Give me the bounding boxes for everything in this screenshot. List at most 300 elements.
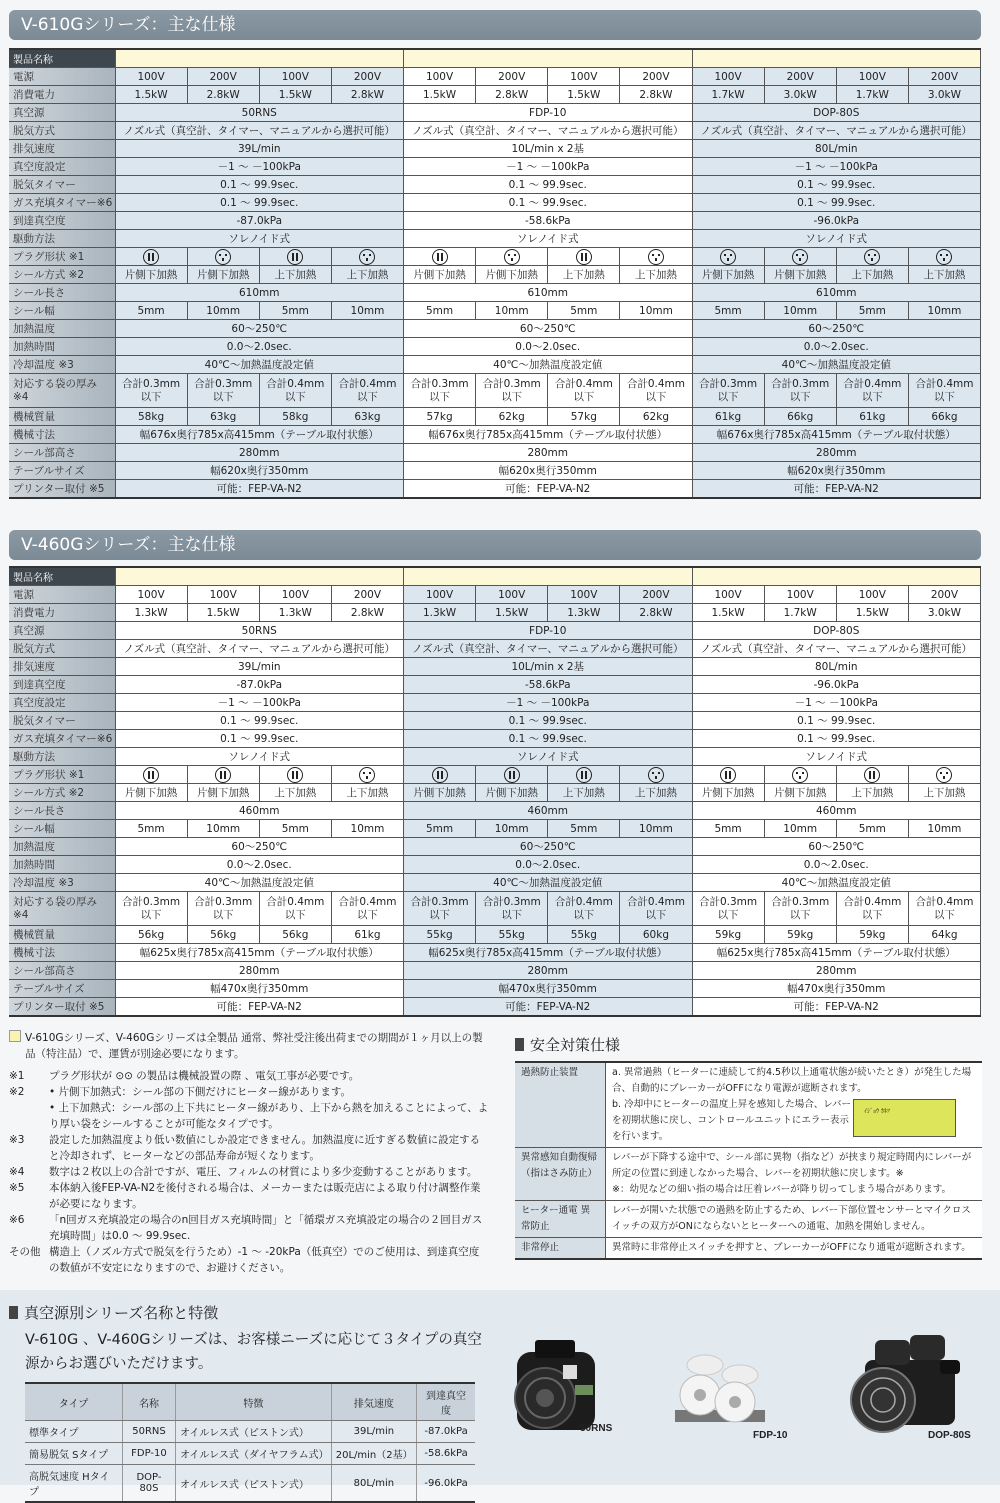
spec-cell: 100V — [692, 586, 764, 604]
v610-spec-table — [9, 48, 981, 499]
spec-row-printer — [9, 480, 981, 499]
spec-cell: 58kg — [115, 408, 187, 426]
pump-dop80s-image — [845, 1330, 965, 1440]
spec-cell: 2.8kW — [331, 604, 403, 622]
vacuum-table-row — [25, 1443, 475, 1465]
column-header: 名称 — [123, 1383, 176, 1421]
row-label: 排気速度 — [9, 658, 115, 676]
vacuum-cell: オイルレス式（ダイヤフラム式） — [175, 1443, 331, 1465]
footnotes — [9, 1030, 489, 1276]
spec-cell: 200V — [620, 586, 692, 604]
spec-row-ultimate — [9, 676, 981, 694]
spec-cell: 合計0.3mm 以下 — [115, 892, 187, 926]
spec-group-cell: 幅470x奥行350mm — [115, 980, 404, 998]
spec-cell: 62kg — [476, 408, 548, 426]
spec-group-cell: 40℃～加熱温度設定値 — [404, 356, 693, 374]
spec-group-cell: －1 ～ －100kPa — [692, 158, 981, 176]
spec-cell: 上下加熱 — [331, 266, 403, 284]
spec-cell: 片側下加熱 — [404, 266, 476, 284]
pump-50rns-label: 50RNS — [580, 1423, 613, 1434]
row-label: 冷却温度 ※3 — [9, 874, 115, 892]
spec-group-cell: 幅625x奥行785x高415mm（テーブル取付状態） — [404, 944, 693, 962]
row-label: 到達真空度 — [9, 676, 115, 694]
plug-cell — [187, 248, 259, 266]
spec-group-cell: 可能：FEP-VA-N2 — [115, 998, 404, 1017]
vacuum-cell: -58.6kPa — [417, 1443, 475, 1465]
spec-row-dims — [9, 426, 981, 444]
spec-group-cell: ノズル式（真空計、タイマー、マニュアルから選択可能） — [115, 122, 404, 140]
spec-cell: 片側下加熱 — [187, 784, 259, 802]
spec-cell: 上下加熱 — [908, 784, 980, 802]
spec-cell: 合計0.3mm 以下 — [764, 374, 836, 408]
spec-group-cell: 40℃～加熱温度設定値 — [404, 874, 693, 892]
vacuum-table-row — [25, 1465, 475, 1503]
spec-cell: 59kg — [764, 926, 836, 944]
spec-group-cell: 60～250℃ — [115, 838, 404, 856]
spec-group-cell: 幅676x奥行785x高415mm（テーブル取付状態） — [115, 426, 404, 444]
spec-cell: 200V — [908, 68, 980, 86]
row-label: 対応する袋の厚み ※4 — [9, 374, 115, 408]
spec-group-cell: 40℃～加熱温度設定値 — [115, 874, 404, 892]
spec-group-cell: 39L/min — [115, 140, 404, 158]
spec-cell: 5mm — [115, 820, 187, 838]
spec-group-cell — [115, 567, 404, 586]
spec-cell: 10mm — [764, 820, 836, 838]
spec-cell: 5mm — [259, 820, 331, 838]
spec-cell: 200V — [187, 68, 259, 86]
spec-group-cell: 0.1 ～ 99.9sec. — [404, 712, 693, 730]
plug-cell — [836, 248, 908, 266]
plug-cell — [187, 766, 259, 784]
spec-group-cell: 60～250℃ — [692, 320, 981, 338]
spec-cell: 片側下加熱 — [476, 784, 548, 802]
parallel-plug-icon — [432, 767, 448, 783]
plug-cell — [548, 248, 620, 266]
spec-cell: 55kg — [548, 926, 620, 944]
spec-row-heat-time — [9, 338, 981, 356]
spec-cell: 合計0.3mm 以下 — [476, 892, 548, 926]
vacuum-description: V-610G 、V-460Gシリーズは、お客様ニーズに応じて３タイプの真空源からお選びいただけます。 — [25, 1332, 482, 1372]
spec-cell: 1.5kW — [404, 86, 476, 104]
spec-group-cell: 610mm — [692, 284, 981, 302]
spec-cell: 1.5kW — [692, 604, 764, 622]
spec-cell: 3.0kW — [908, 604, 980, 622]
spec-group-cell: ノズル式（真空計、タイマー、マニュアルから選択可能） — [115, 640, 404, 658]
spec-cell: 上下加熱 — [620, 266, 692, 284]
row-label: 対応する袋の厚み ※4 — [9, 892, 115, 926]
spec-group-cell: 幅676x奥行785x高415mm（テーブル取付状態） — [692, 426, 981, 444]
spec-cell: 合計0.4mm 以下 — [548, 374, 620, 408]
spec-group-cell: 10L/min x 2基 — [404, 140, 693, 158]
lcd-error-display: ｲｼﾞｮｳ ｶﾈﾂ — [853, 1099, 956, 1137]
spec-group-cell: 可能：FEP-VA-N2 — [692, 480, 981, 499]
vacuum-cell: FDP-10 — [123, 1443, 176, 1465]
spec-group-cell: 280mm — [404, 444, 693, 462]
spec-group-cell: 610mm — [115, 284, 404, 302]
row-label: 加熱時間 — [9, 856, 115, 874]
spec-cell: 合計0.4mm 以下 — [331, 892, 403, 926]
safety-section-title: 安全対策仕様 — [515, 1034, 620, 1055]
vacuum-cell: 高脱気速度 Hタイプ — [25, 1465, 123, 1503]
spec-group-cell: 40℃～加熱温度設定値 — [115, 356, 404, 374]
three-pin-plug-icon — [648, 249, 664, 265]
spec-row-printer — [9, 998, 981, 1017]
spec-group-cell: 0.1 ～ 99.9sec. — [692, 712, 981, 730]
spec-row-plug — [9, 766, 981, 784]
plug-cell — [331, 766, 403, 784]
three-pin-plug-icon — [792, 767, 808, 783]
spec-cell: 10mm — [620, 820, 692, 838]
spec-cell: 1.5kW — [187, 604, 259, 622]
parallel-plug-icon — [143, 767, 159, 783]
spec-group-cell — [404, 567, 693, 586]
spec-cell: 100V — [836, 586, 908, 604]
spec-group-cell: ソレノイド式 — [692, 230, 981, 248]
spec-group-cell: 0.1 ～ 99.9sec. — [115, 194, 404, 212]
spec-group-cell: 可能：FEP-VA-N2 — [692, 998, 981, 1017]
plug-cell — [259, 248, 331, 266]
spec-group-cell — [115, 49, 404, 68]
spec-row-drive — [9, 748, 981, 766]
spec-cell: 合計0.3mm 以下 — [404, 374, 476, 408]
spec-group-cell: 0.1 ～ 99.9sec. — [115, 712, 404, 730]
plug-cell — [908, 248, 980, 266]
row-label: シール部高さ — [9, 962, 115, 980]
spec-cell: 61kg — [331, 926, 403, 944]
spec-cell: 上下加熱 — [836, 784, 908, 802]
plug-cell — [836, 766, 908, 784]
spec-cell: 1.5kW — [115, 86, 187, 104]
spec-group-cell: 可能：FEP-VA-N2 — [115, 480, 404, 499]
spec-cell: 片側下加熱 — [187, 266, 259, 284]
spec-cell: 5mm — [836, 820, 908, 838]
row-label: 真空源 — [9, 104, 115, 122]
spec-group-cell: ノズル式（真空計、タイマー、マニュアルから選択可能） — [692, 640, 981, 658]
safety-table — [515, 1061, 982, 1260]
spec-row-table-size — [9, 980, 981, 998]
spec-row-consumption — [9, 604, 981, 622]
spec-row-degas — [9, 122, 981, 140]
plug-cell — [764, 766, 836, 784]
spec-row-cool-temp — [9, 356, 981, 374]
spec-cell: 1.5kW — [548, 86, 620, 104]
spec-cell: 1.3kW — [548, 604, 620, 622]
spec-row-seal-width — [9, 302, 981, 320]
row-label: 消費電力 — [9, 604, 115, 622]
spec-group-cell: 610mm — [404, 284, 693, 302]
spec-cell: 10mm — [476, 820, 548, 838]
spec-cell: 59kg — [692, 926, 764, 944]
spec-row-gas-timer — [9, 730, 981, 748]
spec-row-power — [9, 68, 981, 86]
spec-group-cell: 280mm — [404, 962, 693, 980]
plug-cell — [404, 248, 476, 266]
v460-section-title: V-460Gシリーズ：主な仕様 — [9, 530, 981, 560]
spec-group-cell — [404, 49, 693, 68]
special-order-note: V-610Gシリーズ、V-460Gシリーズは全製品 通常、弊社受注後出荷までの期間が１ヶ月以上の製品（特注品）で、運賃が別途必要になります。 — [25, 1032, 483, 1060]
spec-cell: 片側下加熱 — [115, 266, 187, 284]
spec-cell: 片側下加熱 — [115, 784, 187, 802]
vacuum-cell: 20L/min（2基） — [331, 1443, 416, 1465]
spec-cell: 上下加熱 — [259, 784, 331, 802]
spec-group-cell: -58.6kPa — [404, 212, 693, 230]
spec-cell: 10mm — [187, 820, 259, 838]
spec-group-cell: 0.1 ～ 99.9sec. — [404, 730, 693, 748]
spec-row-degas-timer — [9, 176, 981, 194]
spec-cell: 100V — [548, 68, 620, 86]
spec-row-power — [9, 586, 981, 604]
spec-group-cell: 0.0～2.0sec. — [404, 856, 693, 874]
safety-value: 異常時に非常停止スイッチを押すと、ブレーカーがOFFになり通電が遮断されます。 — [606, 1238, 983, 1260]
parallel-plug-icon — [504, 767, 520, 783]
row-label: 真空度設定 — [9, 158, 115, 176]
spec-cell: 55kg — [404, 926, 476, 944]
spec-cell: 2.8kW — [331, 86, 403, 104]
spec-cell: 5mm — [692, 302, 764, 320]
spec-cell: 1.7kW — [692, 86, 764, 104]
safety-row — [515, 1201, 982, 1238]
spec-cell: 合計0.4mm 以下 — [620, 892, 692, 926]
spec-group-cell: 460mm — [115, 802, 404, 820]
plug-cell — [331, 248, 403, 266]
spec-row-vac-setting — [9, 158, 981, 176]
safety-key: 異常感知自動復帰（指はさみ防止） — [515, 1148, 606, 1201]
spec-group-cell: -96.0kPa — [692, 676, 981, 694]
spec-row-seal-type — [9, 266, 981, 284]
spec-row-consumption — [9, 86, 981, 104]
spec-row-heat-temp — [9, 320, 981, 338]
spec-row-seal-len — [9, 802, 981, 820]
spec-cell: 200V — [908, 586, 980, 604]
column-header: 排気速度 — [331, 1383, 416, 1421]
spec-group-cell: 0.1 ～ 99.9sec. — [692, 176, 981, 194]
spec-cell: 合計0.4mm 以下 — [331, 374, 403, 408]
plug-cell — [692, 248, 764, 266]
spec-cell: 100V — [404, 586, 476, 604]
spec-group-cell: 280mm — [115, 444, 404, 462]
spec-cell: 1.3kW — [259, 604, 331, 622]
parallel-plug-icon — [864, 767, 880, 783]
spec-cell: 2.8kW — [476, 86, 548, 104]
safety-row — [515, 1238, 982, 1260]
row-label: 電源 — [9, 68, 115, 86]
parallel-plug-icon — [287, 767, 303, 783]
spec-cell: 66kg — [764, 408, 836, 426]
spec-cell: 63kg — [187, 408, 259, 426]
spec-cell: 56kg — [187, 926, 259, 944]
spec-row-vacuum-source — [9, 622, 981, 640]
spec-cell: 200V — [331, 68, 403, 86]
spec-row-heat-temp — [9, 838, 981, 856]
row-label: 駆動方法 — [9, 748, 115, 766]
row-label: 加熱温度 — [9, 838, 115, 856]
spec-cell: 1.3kW — [115, 604, 187, 622]
vacuum-section-title: 真空源別シリーズ名称と特徴 — [9, 1302, 218, 1323]
plug-cell — [764, 248, 836, 266]
row-label: 到達真空度 — [9, 212, 115, 230]
spec-group-cell: DOP-80S — [692, 104, 981, 122]
spec-cell: 合計0.3mm 以下 — [764, 892, 836, 926]
spec-cell: 100V — [115, 68, 187, 86]
spec-group-cell: 0.0～2.0sec. — [115, 338, 404, 356]
spec-cell: 5mm — [548, 302, 620, 320]
spec-cell: 5mm — [836, 302, 908, 320]
spec-group-cell: 幅620x奥行350mm — [115, 462, 404, 480]
three-pin-plug-icon — [792, 249, 808, 265]
three-pin-plug-icon — [936, 767, 952, 783]
spec-group-cell — [692, 567, 981, 586]
spec-row-bag — [9, 374, 981, 408]
spec-cell: 100V — [692, 68, 764, 86]
column-header: 特徴 — [175, 1383, 331, 1421]
safety-key: 非常停止 — [515, 1238, 606, 1260]
row-label: シール部高さ — [9, 444, 115, 462]
spec-group-cell: 幅620x奥行350mm — [404, 462, 693, 480]
spec-group-cell: ソレノイド式 — [692, 748, 981, 766]
spec-group-cell: -96.0kPa — [692, 212, 981, 230]
footnote-item: その他 構造上（ノズル方式で脱気を行うため）-1 ～ -20kPa（低真空）でのご使用は、到達真空度の数値が不安定になりますので、お避けください。 — [9, 1246, 480, 1274]
row-label: 機械寸法 — [9, 426, 115, 444]
row-label: シール長さ — [9, 802, 115, 820]
row-label: 脱気方式 — [9, 640, 115, 658]
spec-group-cell: 幅625x奥行785x高415mm（テーブル取付状態） — [692, 944, 981, 962]
spec-group-cell: 60～250℃ — [404, 838, 693, 856]
spec-cell: 66kg — [908, 408, 980, 426]
three-pin-plug-icon — [864, 249, 880, 265]
vacuum-cell: 標準タイプ — [25, 1421, 123, 1443]
spec-group-cell: 60～250℃ — [692, 838, 981, 856]
row-label: シール幅 — [9, 820, 115, 838]
row-label: 機械質量 — [9, 408, 115, 426]
spec-cell: 合計0.4mm 以下 — [620, 374, 692, 408]
spec-group-cell: -87.0kPa — [115, 676, 404, 694]
vacuum-cell: オイルレス式（ピストン式） — [175, 1421, 331, 1443]
spec-cell: 100V — [259, 586, 331, 604]
spec-row-vac-setting — [9, 694, 981, 712]
spec-cell: 200V — [764, 68, 836, 86]
row-label: 真空度設定 — [9, 694, 115, 712]
spec-cell: 上下加熱 — [259, 266, 331, 284]
special-order-swatch-icon — [9, 1030, 21, 1042]
spec-cell: 合計0.4mm 以下 — [548, 892, 620, 926]
three-pin-plug-icon — [648, 767, 664, 783]
spec-row-bag — [9, 892, 981, 926]
row-label: 加熱温度 — [9, 320, 115, 338]
column-header: 到達真空度 — [417, 1383, 475, 1421]
plug-cell — [548, 766, 620, 784]
vacuum-table-header — [25, 1383, 475, 1421]
spec-group-cell: 60～250℃ — [404, 320, 693, 338]
row-label: 加熱時間 — [9, 338, 115, 356]
spec-group-cell: 幅470x奥行350mm — [404, 980, 693, 998]
spec-group-cell: －1 ～ －100kPa — [115, 694, 404, 712]
spec-group-cell: －1 ～ －100kPa — [692, 694, 981, 712]
spec-cell: 55kg — [476, 926, 548, 944]
spec-group-cell: 0.0～2.0sec. — [115, 856, 404, 874]
parallel-plug-icon — [432, 249, 448, 265]
plug-cell — [259, 766, 331, 784]
spec-cell: 片側下加熱 — [476, 266, 548, 284]
spec-group-cell: 0.0～2.0sec. — [692, 856, 981, 874]
spec-cell: 片側下加熱 — [404, 784, 476, 802]
spec-group-cell: 幅470x奥行350mm — [692, 980, 981, 998]
vacuum-cell: 80L/min — [331, 1465, 416, 1503]
spec-cell: 上下加熱 — [836, 266, 908, 284]
spec-cell: 60kg — [620, 926, 692, 944]
spec-cell: 10mm — [476, 302, 548, 320]
three-pin-plug-icon — [720, 249, 736, 265]
three-pin-plug-icon — [359, 249, 375, 265]
spec-cell: 片側下加熱 — [692, 784, 764, 802]
spec-group-cell: DOP-80S — [692, 622, 981, 640]
spec-cell: 上下加熱 — [548, 784, 620, 802]
spec-group-cell: 可能：FEP-VA-N2 — [404, 480, 693, 499]
safety-row — [515, 1062, 982, 1148]
v610-section-title: V-610Gシリーズ：主な仕様 — [9, 10, 981, 40]
spec-cell: 1.5kW — [259, 86, 331, 104]
spec-cell: 64kg — [908, 926, 980, 944]
spec-cell: 上下加熱 — [331, 784, 403, 802]
safety-value: レバーが下降する途中で、シール部に異物（指など）が挟まり規定時間内にレバーが所定の位置に到達しなかった場合、レバーを初期状態に戻します。※ ※：幼児などの細い指の場合は圧着レバーが降り切ってしまう場合があります。 — [606, 1148, 983, 1201]
spec-cell: 1.5kW — [836, 604, 908, 622]
spec-row-seal-len — [9, 284, 981, 302]
spec-cell: 57kg — [548, 408, 620, 426]
spec-row-drive — [9, 230, 981, 248]
spec-group-cell: 50RNS — [115, 622, 404, 640]
spec-cell: 上下加熱 — [908, 266, 980, 284]
safety-value: レバーが開いた状態での過熱を防止するため、レバー下部位置センサーとマイクロスイッチの双方がONにならないとヒーターへの通電、加熱を開始しません。 — [606, 1201, 983, 1238]
spec-row-gas-timer — [9, 194, 981, 212]
plug-cell — [620, 248, 692, 266]
spec-group-cell: 40℃～加熱温度設定値 — [692, 356, 981, 374]
spec-group-cell: 60～250℃ — [115, 320, 404, 338]
spec-cell: 2.8kW — [620, 86, 692, 104]
spec-group-cell: 280mm — [115, 962, 404, 980]
spec-group-cell: 0.1 ～ 99.9sec. — [692, 730, 981, 748]
safety-key: 過熱防止装置 — [515, 1062, 606, 1148]
footnote-item: ※3 設定した加熱温度より低い数値にしか設定できません。加熱温度に近すぎる数値に設定すると冷却されず、ヒーターなどの部品寿命が短くなります。 — [9, 1134, 481, 1162]
spec-cell: 合計0.4mm 以下 — [836, 892, 908, 926]
spec-group-cell: -87.0kPa — [115, 212, 404, 230]
footnote-item: ※5 本体納入後FEP-VA-N2を後付される場合は、メーカーまたは販売店による取り付け調整作業が必要になります。 — [9, 1182, 481, 1210]
spec-row-heat-time — [9, 856, 981, 874]
footnote-item: ※1 プラグ形状が ⊙⊙ の製品は機械設置の際 、電気工事が必要です。 — [9, 1070, 360, 1082]
spec-cell: 合計0.3mm 以下 — [404, 892, 476, 926]
plug-cell — [476, 766, 548, 784]
spec-group-cell: 0.0～2.0sec. — [692, 338, 981, 356]
spec-group-cell: ソレノイド式 — [404, 230, 693, 248]
spec-group-cell: 460mm — [692, 802, 981, 820]
spec-cell: 2.8kW — [620, 604, 692, 622]
spec-cell: 合計0.3mm 以下 — [692, 892, 764, 926]
square-bullet-icon — [515, 1038, 524, 1051]
spec-row-mass — [9, 926, 981, 944]
spec-group-cell: 幅620x奥行350mm — [692, 462, 981, 480]
row-label: プリンター取付 ※5 — [9, 998, 115, 1017]
spec-cell: 200V — [620, 68, 692, 86]
row-label: シール幅 — [9, 302, 115, 320]
row-label: 駆動方法 — [9, 230, 115, 248]
spec-row-model — [9, 49, 981, 68]
spec-row-exhaust — [9, 658, 981, 676]
spec-cell: 1.3kW — [404, 604, 476, 622]
spec-cell: 100V — [187, 586, 259, 604]
row-label: 真空源 — [9, 622, 115, 640]
spec-cell: 56kg — [259, 926, 331, 944]
row-label: シール方式 ※2 — [9, 266, 115, 284]
safety-value: a. 異常過熱（ヒーターに連続して約4.5秒以上通電状態が続いたとき）が発生した場合、自動的にブレーカーがOFFになり電源が遮断されます。 ｲｼﾞｮｳ ｶﾈﾂ b. 冷却中にヒーターの温度上昇を感知した場合、レバーを初期状態に戻し、コントロールユニットにエラー表示を行います。 — [606, 1062, 983, 1148]
footnote-item: ※2 • 片側下加熱式：シール部の下側だけにヒーター線があります。 — [9, 1086, 352, 1098]
